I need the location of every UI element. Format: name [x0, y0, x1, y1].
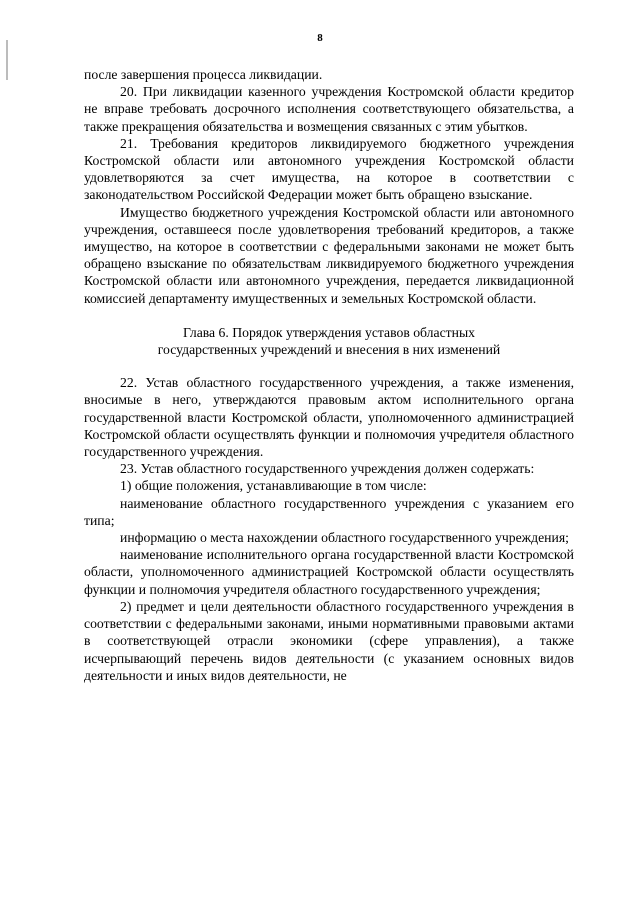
paragraph-23: 23. Устав областного государственного учреждения должен содержать: — [120, 461, 535, 477]
document-body — [84, 66, 574, 684]
paragraph-22: 22. Устав областного государственного учреждения, а также изменения, вносимые в него, утверждаются правовым актом исполнительного органа государственной власти Костромской области, уполномоченного администрацией Костромской области осуществлять функции и полномочия учредителя областного государственного учреждения. — [84, 375, 574, 460]
chapter-heading-line-1: Глава 6. Порядок утверждения уставов областных — [182, 324, 476, 340]
list-subitem-location: информацию о места нахождении областного государственного учреждения; — [120, 530, 569, 546]
chapter-heading-line-2: государственных учреждений и внесения в них изменений — [157, 342, 501, 358]
paragraph-property: Имущество бюджетного учреждения Костромской области или автономного учреждения, оставшееся после удовлетворения требований кредиторов, а также имущество, на которое в соответствии с федеральными законами не может быть обращено взыскание по обязательствам ликвидируемого бюджетного учреждения Костромской области или автономного учреждения, передается ликвидационной комиссией департаменту имущественных и земельных Костромской области. — [84, 204, 574, 306]
list-subitem-name: наименование областного государственного учреждения с указанием его типа; — [84, 495, 574, 528]
list-subitem-authority: наименование исполнительного органа государственной власти Костромской области, уполномоченного администрацией Костромской области осуществлять функции и полномочия учредителя областного государственного учреждения; — [84, 547, 574, 597]
paragraph-continuation: после завершения процесса ликвидации. — [84, 67, 323, 82]
scan-edge-mark — [6, 40, 8, 80]
paragraph-21: 21. Требования кредиторов ликвидируемого бюджетного учреждения Костромской области или автономного учреждения Костромской области удовлетворяются за счет имущества, на которое в соответствии с законодательством Российской Федерации может быть обращено взыскание. — [84, 135, 574, 203]
page-number: 8 — [317, 32, 323, 44]
chapter-heading — [84, 324, 574, 358]
paragraph-20: 20. При ликвидации казенного учреждения Костромской области кредитор не вправе требовать досрочного исполнения соответствующего обязательства, а также прекращения обязательства и возмещения связанных с этим убытков. — [84, 84, 574, 134]
list-item-1: 1) общие положения, устанавливающие в том числе: — [120, 478, 427, 494]
list-item-2: 2) предмет и цели деятельности областного государственного учреждения в соответствии с федеральными законами, иными нормативными правовыми актами в соответствующей отрасли экономики (сфере управления), а также исчерпывающий перечень видов деятельности (с указанием основных видов деятельности и иных видов деятельности, не — [84, 598, 574, 683]
